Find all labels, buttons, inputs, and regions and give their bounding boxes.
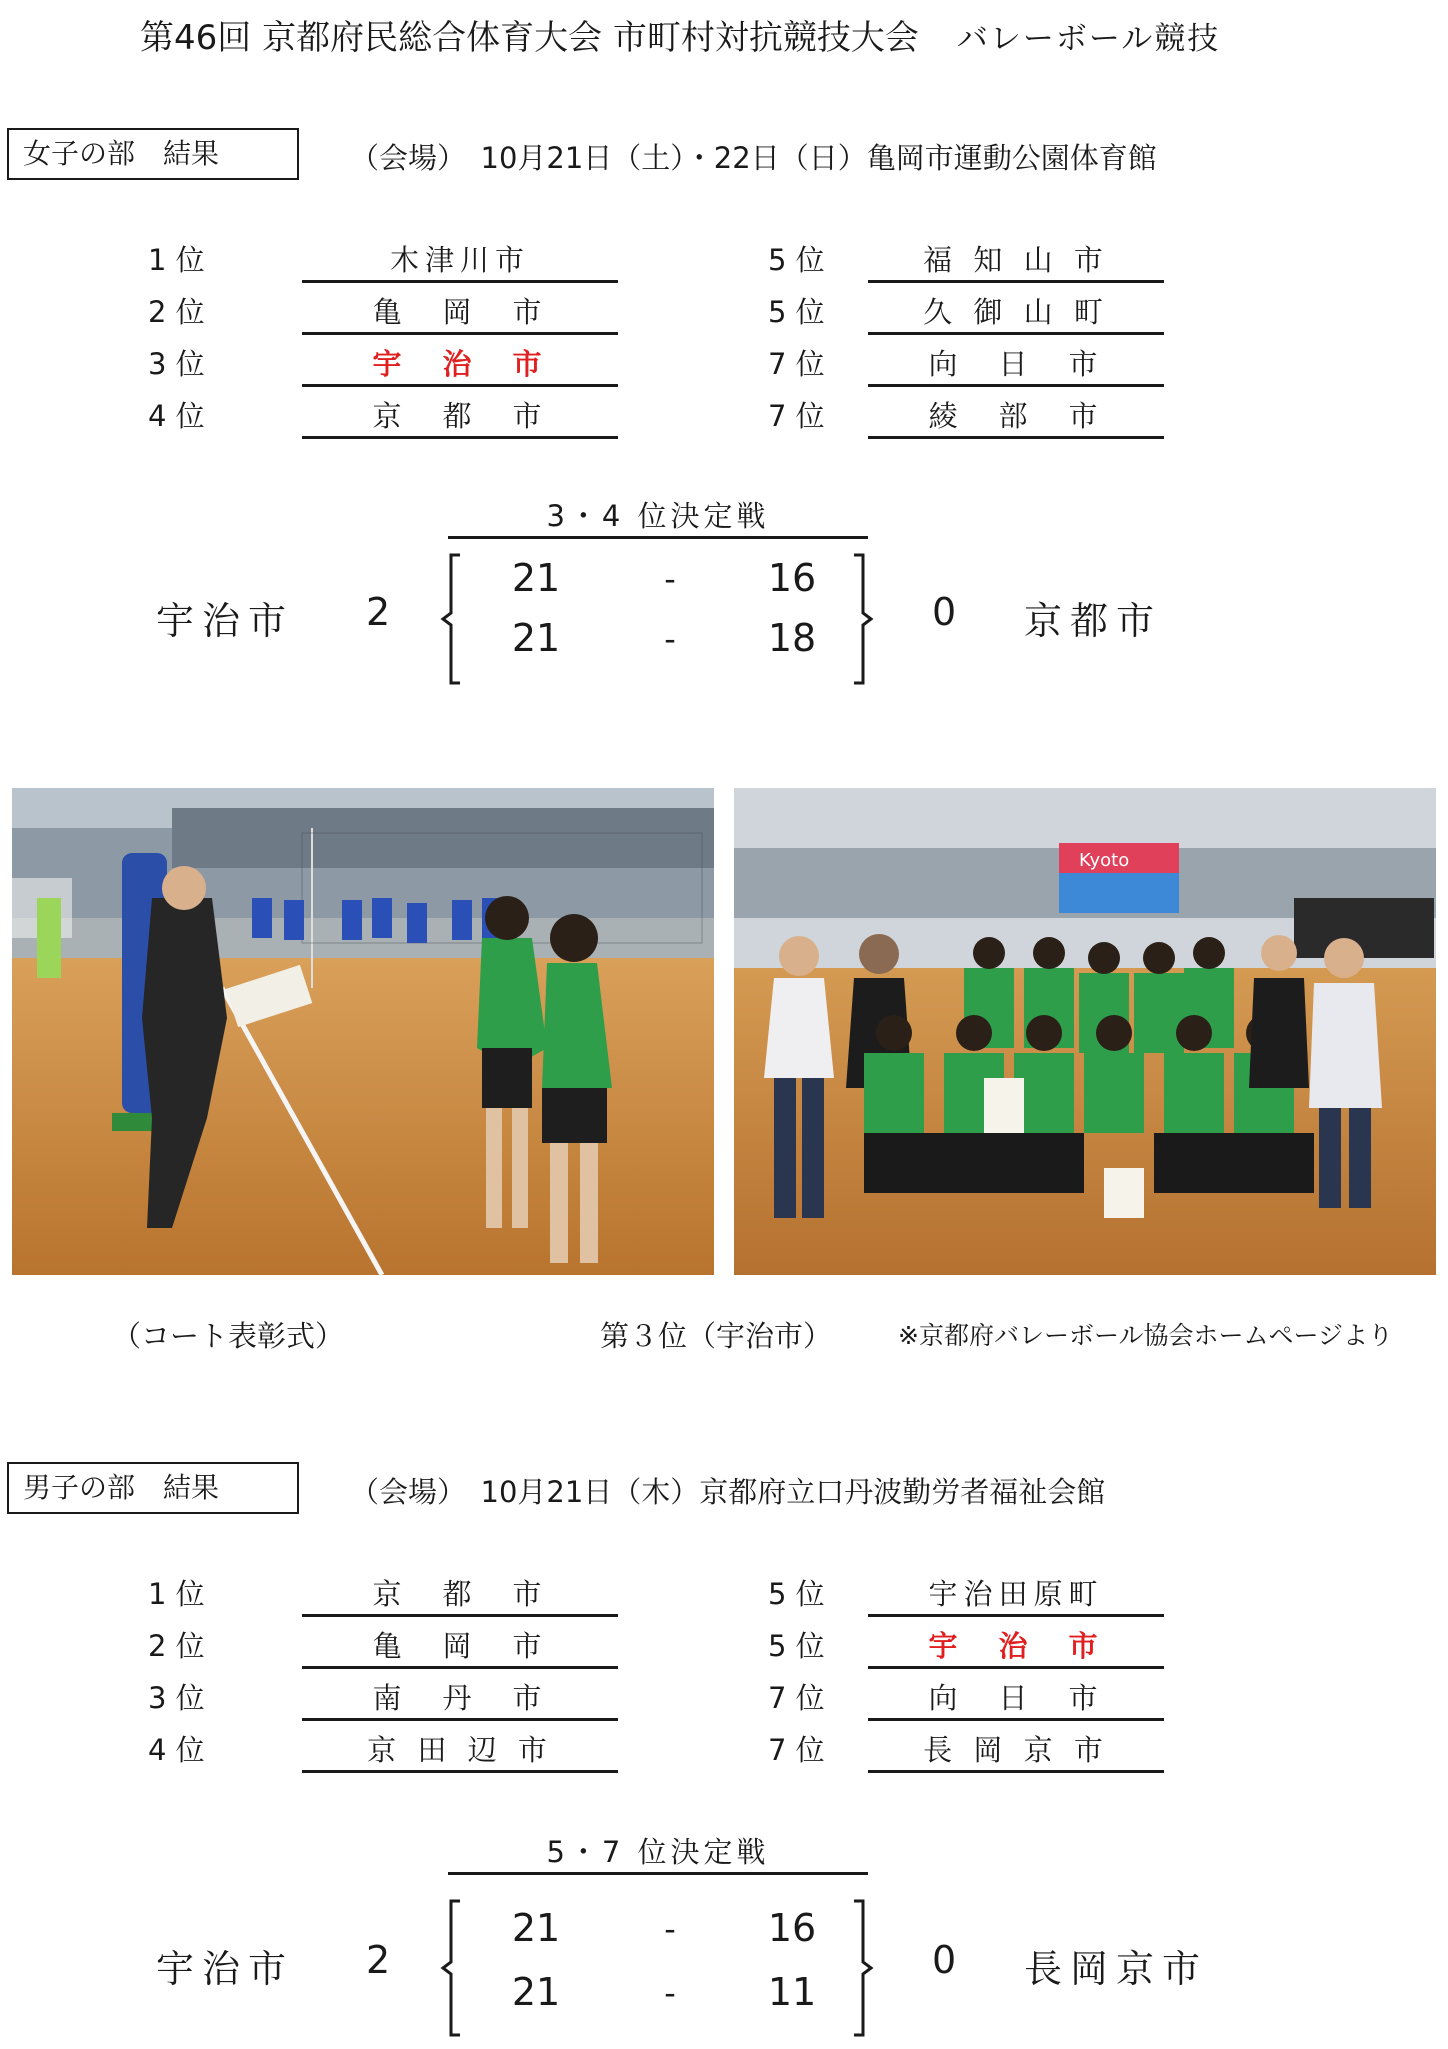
photo-credit: ※京都府バレーボール協会ホームページより xyxy=(898,1321,1393,1350)
men-match-team-a: 宇治市 xyxy=(156,1947,295,1991)
men-rank-4-team: 京 田 辺 市 xyxy=(367,1733,553,1767)
men-rank-5a-team: 宇治田原町 xyxy=(928,1577,1104,1611)
divider xyxy=(448,1872,868,1875)
divider xyxy=(302,436,618,439)
men-match-title: 5・7 位決定戦 xyxy=(546,1835,770,1869)
award-ceremony-photo xyxy=(12,788,714,1275)
divider xyxy=(302,1718,618,1721)
women-rank-7b-label: 7 位 xyxy=(768,399,825,433)
women-rank-2-label: 2 位 xyxy=(148,295,205,329)
women-match-team-b: 京都市 xyxy=(1024,599,1163,643)
divider xyxy=(302,332,618,335)
men-rank-5b-team-highlight: 宇 治 市 xyxy=(928,1629,1104,1663)
women-rank-5a-team: 福 知 山 市 xyxy=(923,243,1109,277)
men-rank-7a-team: 向 日 市 xyxy=(928,1681,1104,1715)
men-venue: （会場） 10月21日（木）京都府立口丹波勤労者福祉会館 xyxy=(350,1475,1106,1509)
men-rank-5b-label: 5 位 xyxy=(768,1629,825,1663)
divider xyxy=(868,1718,1164,1721)
right-bracket xyxy=(850,552,874,686)
divider xyxy=(302,384,618,387)
women-set-2-dash: - xyxy=(664,620,676,658)
divider xyxy=(868,332,1164,335)
page-title-sub: バレーボール競技 xyxy=(956,21,1221,57)
women-set-1-a: 21 xyxy=(511,556,561,600)
women-set-2-b: 18 xyxy=(767,616,817,660)
women-match-team-a: 宇治市 xyxy=(156,599,295,643)
men-rank-7b-label: 7 位 xyxy=(768,1733,825,1767)
divider xyxy=(868,436,1164,439)
page-title-main: 第46回 京都府民総合体育大会 市町村対抗競技大会 xyxy=(140,18,919,58)
men-set-2-dash: - xyxy=(664,1974,676,2012)
left-bracket xyxy=(440,1898,464,2038)
women-rank-3-label: 3 位 xyxy=(148,347,205,381)
divider xyxy=(448,536,868,539)
women-match-team-a-sets: 2 xyxy=(366,590,399,634)
men-match-team-b-sets: 0 xyxy=(932,1938,965,1982)
men-set-1-dash: - xyxy=(664,1910,676,1948)
page-title xyxy=(140,10,1220,59)
right-bracket xyxy=(850,1898,874,2038)
team-photo xyxy=(734,788,1436,1275)
women-rank-7a-label: 7 位 xyxy=(768,347,825,381)
divider xyxy=(302,280,618,283)
divider xyxy=(302,1770,618,1773)
left-bracket xyxy=(440,552,464,686)
women-match-title: 3・4 位決定戦 xyxy=(546,499,770,533)
men-rank-1-label: 1 位 xyxy=(148,1577,205,1611)
men-set-1-b: 16 xyxy=(767,1906,817,1950)
women-rank-3-team-highlight: 宇 治 市 xyxy=(372,347,548,381)
women-venue: （会場） 10月21日（土）・22日（日）亀岡市運動公園体育館 xyxy=(350,141,1157,175)
women-rank-1-label: 1 位 xyxy=(148,243,205,277)
women-rank-2-team: 亀 岡 市 xyxy=(372,295,548,329)
divider xyxy=(868,1614,1164,1617)
women-set-1-b: 16 xyxy=(767,556,817,600)
women-set-2-a: 21 xyxy=(511,616,561,660)
men-rank-1-team: 京 都 市 xyxy=(372,1577,548,1611)
women-rank-4-label: 4 位 xyxy=(148,399,205,433)
divider xyxy=(868,1666,1164,1669)
women-match-team-b-sets: 0 xyxy=(932,590,965,634)
men-rank-2-team: 亀 岡 市 xyxy=(372,1629,548,1663)
men-set-2-b: 11 xyxy=(767,1970,817,2014)
men-set-2-a: 21 xyxy=(511,1970,561,2014)
photo-caption-ceremony: （コート表彰式） xyxy=(112,1319,345,1353)
men-rank-3-team: 南 丹 市 xyxy=(372,1681,548,1715)
women-rank-7b-team: 綾 部 市 xyxy=(928,399,1104,433)
divider xyxy=(868,280,1164,283)
men-set-1-a: 21 xyxy=(511,1906,561,1950)
men-match-team-b: 長岡京市 xyxy=(1024,1947,1209,1991)
men-match-team-a-sets: 2 xyxy=(366,1938,399,1982)
women-rank-4-team: 京 都 市 xyxy=(372,399,548,433)
men-section-label: 男子の部 結果 xyxy=(7,1462,299,1514)
women-rank-5b-team: 久 御 山 町 xyxy=(923,295,1109,329)
divider xyxy=(302,1666,618,1669)
women-section-label: 女子の部 結果 xyxy=(7,128,299,180)
men-rank-5a-label: 5 位 xyxy=(768,1577,825,1611)
women-set-1-dash: - xyxy=(664,560,676,598)
kyoto-banner-text: Kyoto xyxy=(1079,850,1130,871)
women-rank-5a-label: 5 位 xyxy=(768,243,825,277)
men-rank-7a-label: 7 位 xyxy=(768,1681,825,1715)
divider xyxy=(302,1614,618,1617)
women-rank-7a-team: 向 日 市 xyxy=(928,347,1104,381)
photo-caption-team: 第３位（宇治市） xyxy=(600,1319,833,1353)
men-rank-2-label: 2 位 xyxy=(148,1629,205,1663)
divider xyxy=(868,384,1164,387)
men-rank-4-label: 4 位 xyxy=(148,1733,205,1767)
women-rank-1-team: 木津川市 xyxy=(389,243,530,277)
men-rank-3-label: 3 位 xyxy=(148,1681,205,1715)
men-rank-7b-team: 長 岡 京 市 xyxy=(923,1733,1109,1767)
women-rank-5b-label: 5 位 xyxy=(768,295,825,329)
divider xyxy=(868,1770,1164,1773)
